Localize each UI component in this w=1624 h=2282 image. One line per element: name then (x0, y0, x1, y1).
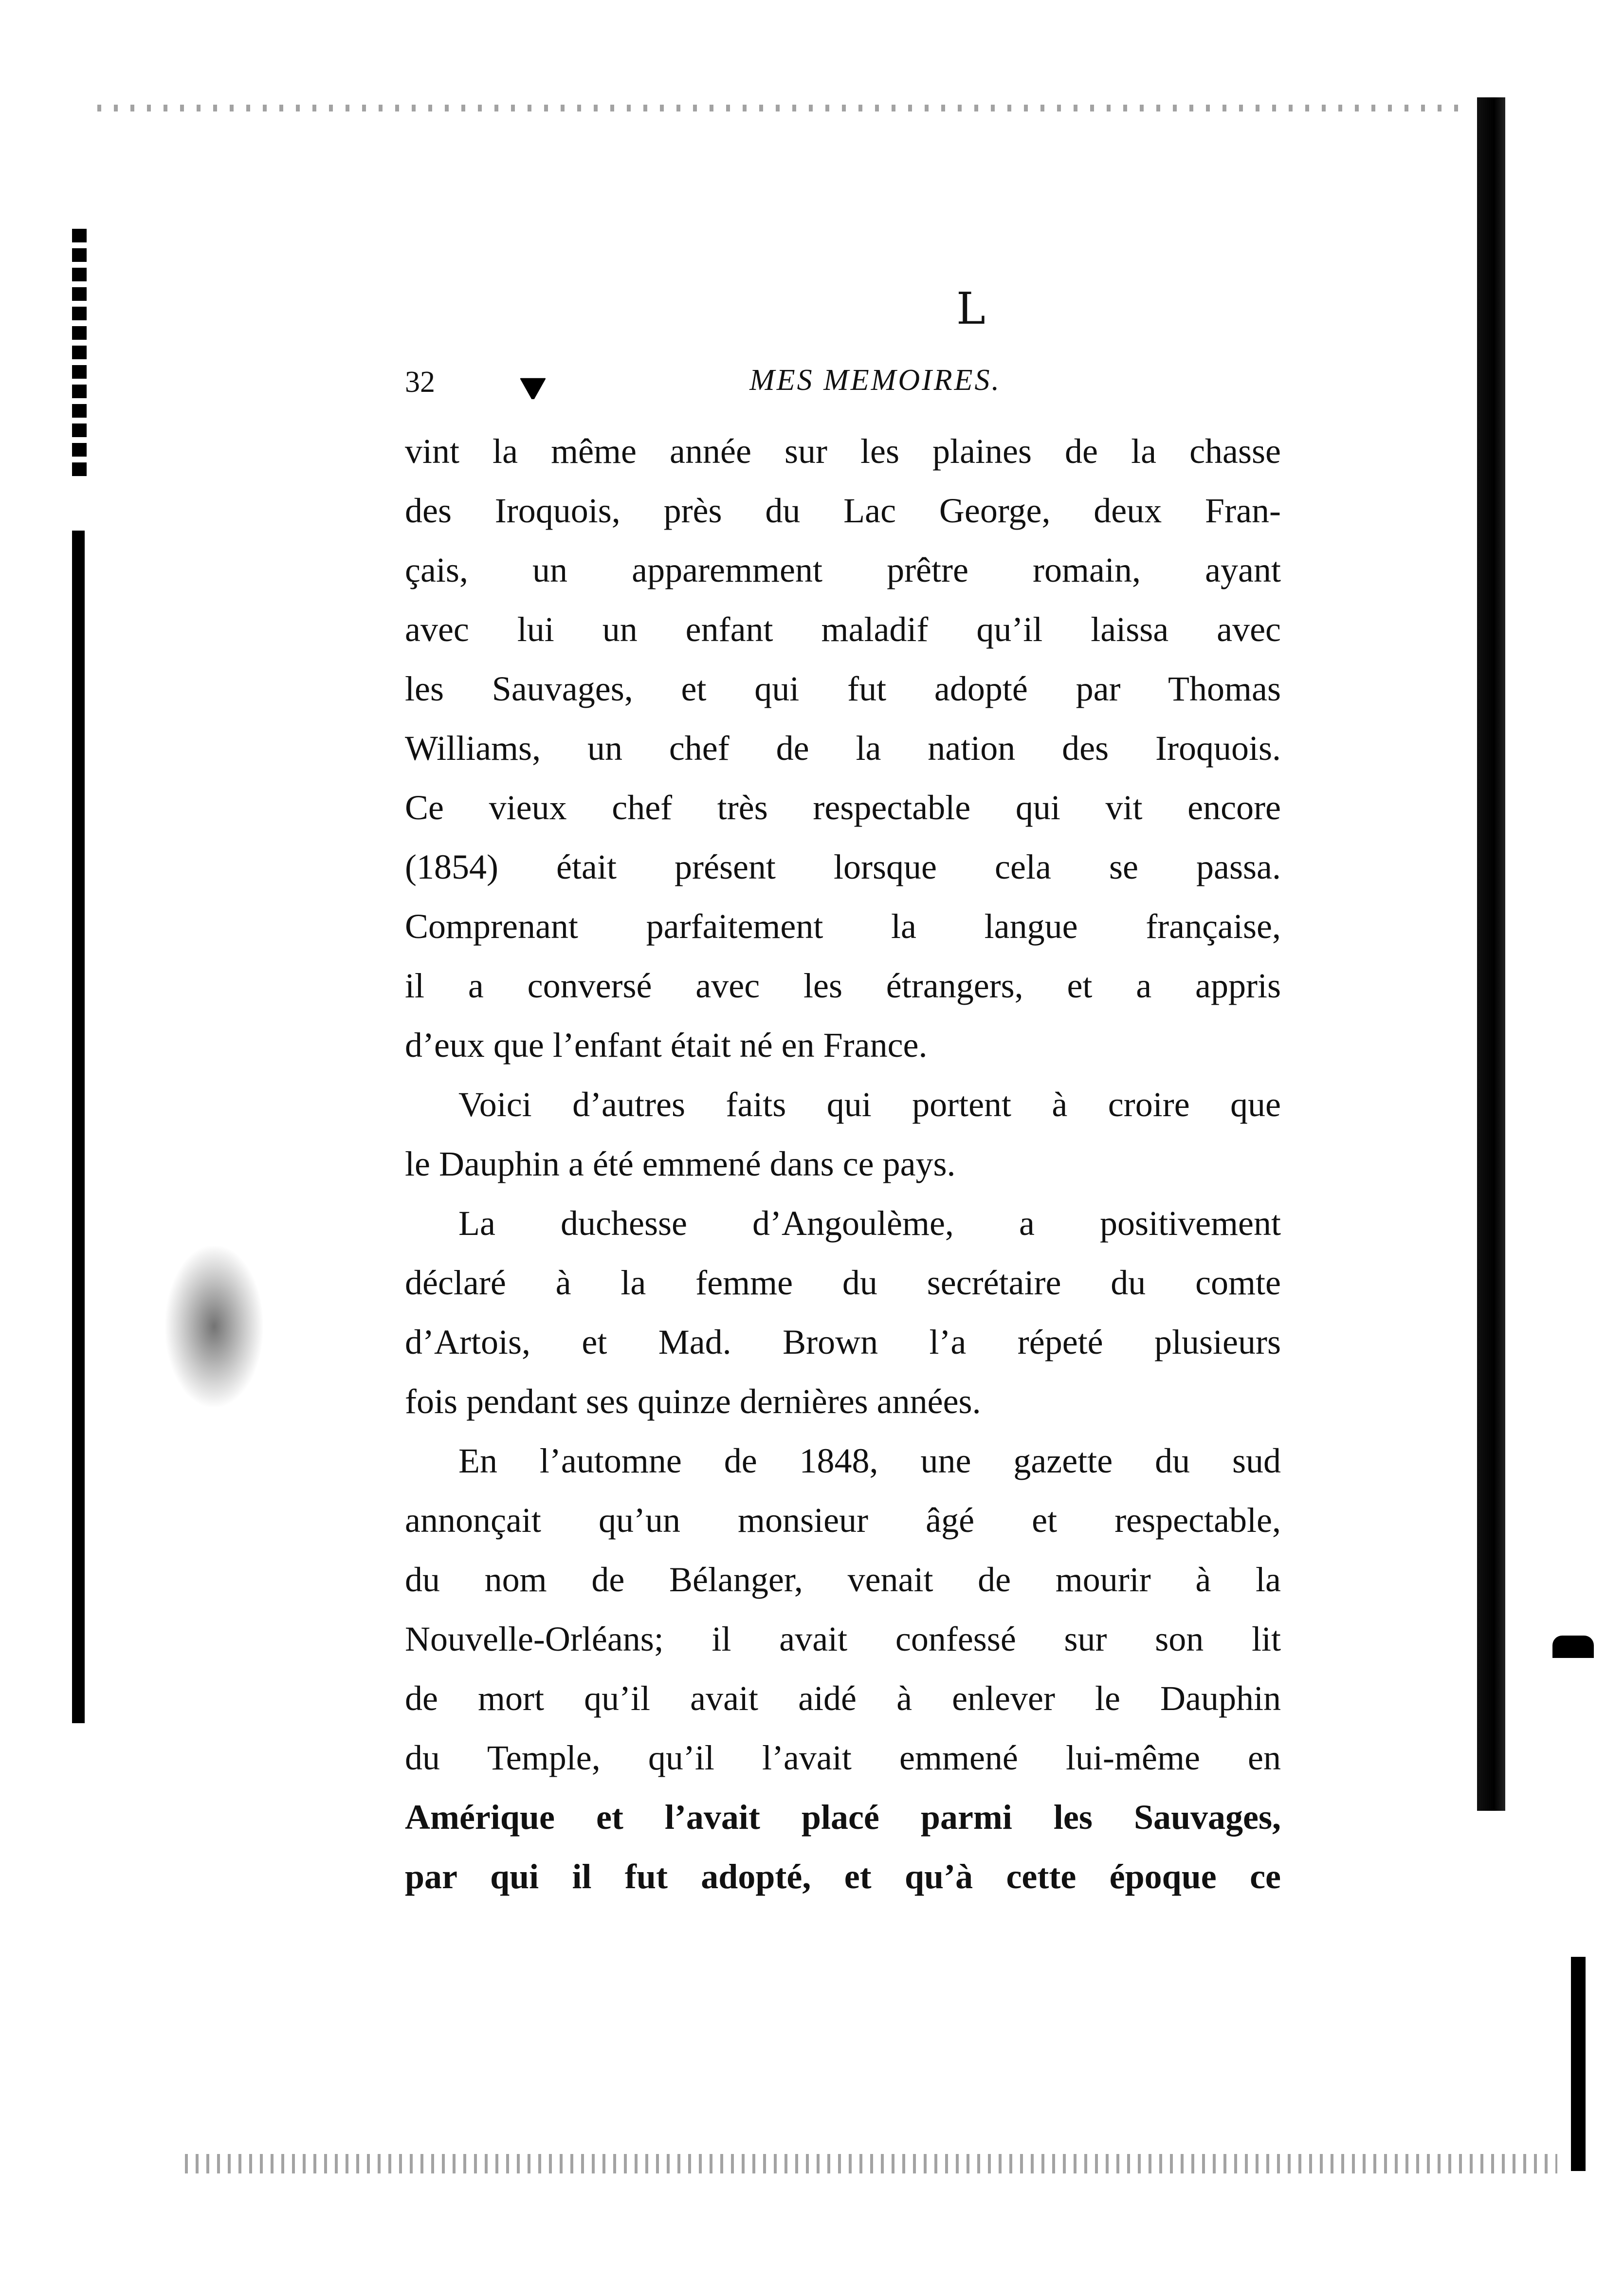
page-header (405, 350, 1001, 409)
ornament-icon (520, 376, 546, 399)
scan-edge-right (1477, 97, 1505, 1811)
text-line: les Sauvages, et qui fut adopté par Thomas (405, 669, 1281, 708)
text-line: Amérique et l’avait placé parmi les Sauvages, (405, 1798, 1281, 1837)
scan-smudge (165, 1246, 263, 1407)
page-number: 32 (405, 366, 435, 399)
text-line: annonçait qu’un monsieur âgé et respectable, (405, 1501, 1281, 1540)
text-line: d’eux que l’enfant était né en France. (405, 1026, 928, 1065)
text-line: vint la même année sur les plaines de la chasse (405, 432, 1281, 471)
scan-edge-left-upper (72, 229, 87, 482)
text-line: du Temple, qu’il l’avait emmené lui-même en (405, 1738, 1281, 1777)
text-line: du nom de Bélanger, venait de mourir à la (405, 1560, 1281, 1599)
scan-edge-bottom (185, 2154, 1557, 2173)
text-line: La duchesse d’Angoulème, a positivement (458, 1204, 1281, 1243)
scan-edge-top (97, 105, 1460, 111)
running-title: MES MEMOIRES. (749, 364, 1001, 397)
text-line: d’Artois, et Mad. Brown l’a répeté plusieurs (405, 1323, 1281, 1362)
text-line: des Iroquois, près du Lac George, deux Fran- (405, 491, 1281, 530)
text-line: par qui il fut adopté, et qu’à cette époque ce (405, 1857, 1281, 1896)
scan-edge-right-tab (1552, 1636, 1594, 1658)
text-line: Comprenant parfaitement la langue française, (405, 907, 1281, 946)
scan-edge-right-lower (1571, 1957, 1586, 2171)
body-text (405, 422, 1281, 1906)
text-line: déclaré à la femme du secrétaire du comte (405, 1263, 1281, 1302)
text-line: çais, un apparemment prêtre romain, ayant (405, 551, 1281, 589)
text-line: avec lui un enfant maladif qu’il laissa avec (405, 610, 1281, 649)
text-line: Voici d’autres faits qui portent à croire que (458, 1085, 1281, 1124)
text-line: En l’automne de 1848, une gazette du sud (458, 1441, 1281, 1480)
scan-edge-left (72, 531, 85, 1723)
text-line: le Dauphin a été emmené dans ce pays. (405, 1144, 956, 1183)
stray-pen-mark: L (956, 283, 985, 334)
text-line: il a conversé avec les étrangers, et a appris (405, 966, 1281, 1005)
text-line: de mort qu’il avait aidé à enlever le Dauphin (405, 1679, 1281, 1718)
text-line: fois pendant ses quinze dernières années. (405, 1382, 981, 1421)
text-line: Ce vieux chef très respectable qui vit encore (405, 788, 1281, 827)
text-line: Nouvelle-Orléans; il avait confessé sur son lit (405, 1619, 1281, 1658)
text-line: Williams, un chef de la nation des Iroquois. (405, 729, 1281, 768)
text-line: (1854) était présent lorsque cela se passa. (405, 847, 1281, 886)
